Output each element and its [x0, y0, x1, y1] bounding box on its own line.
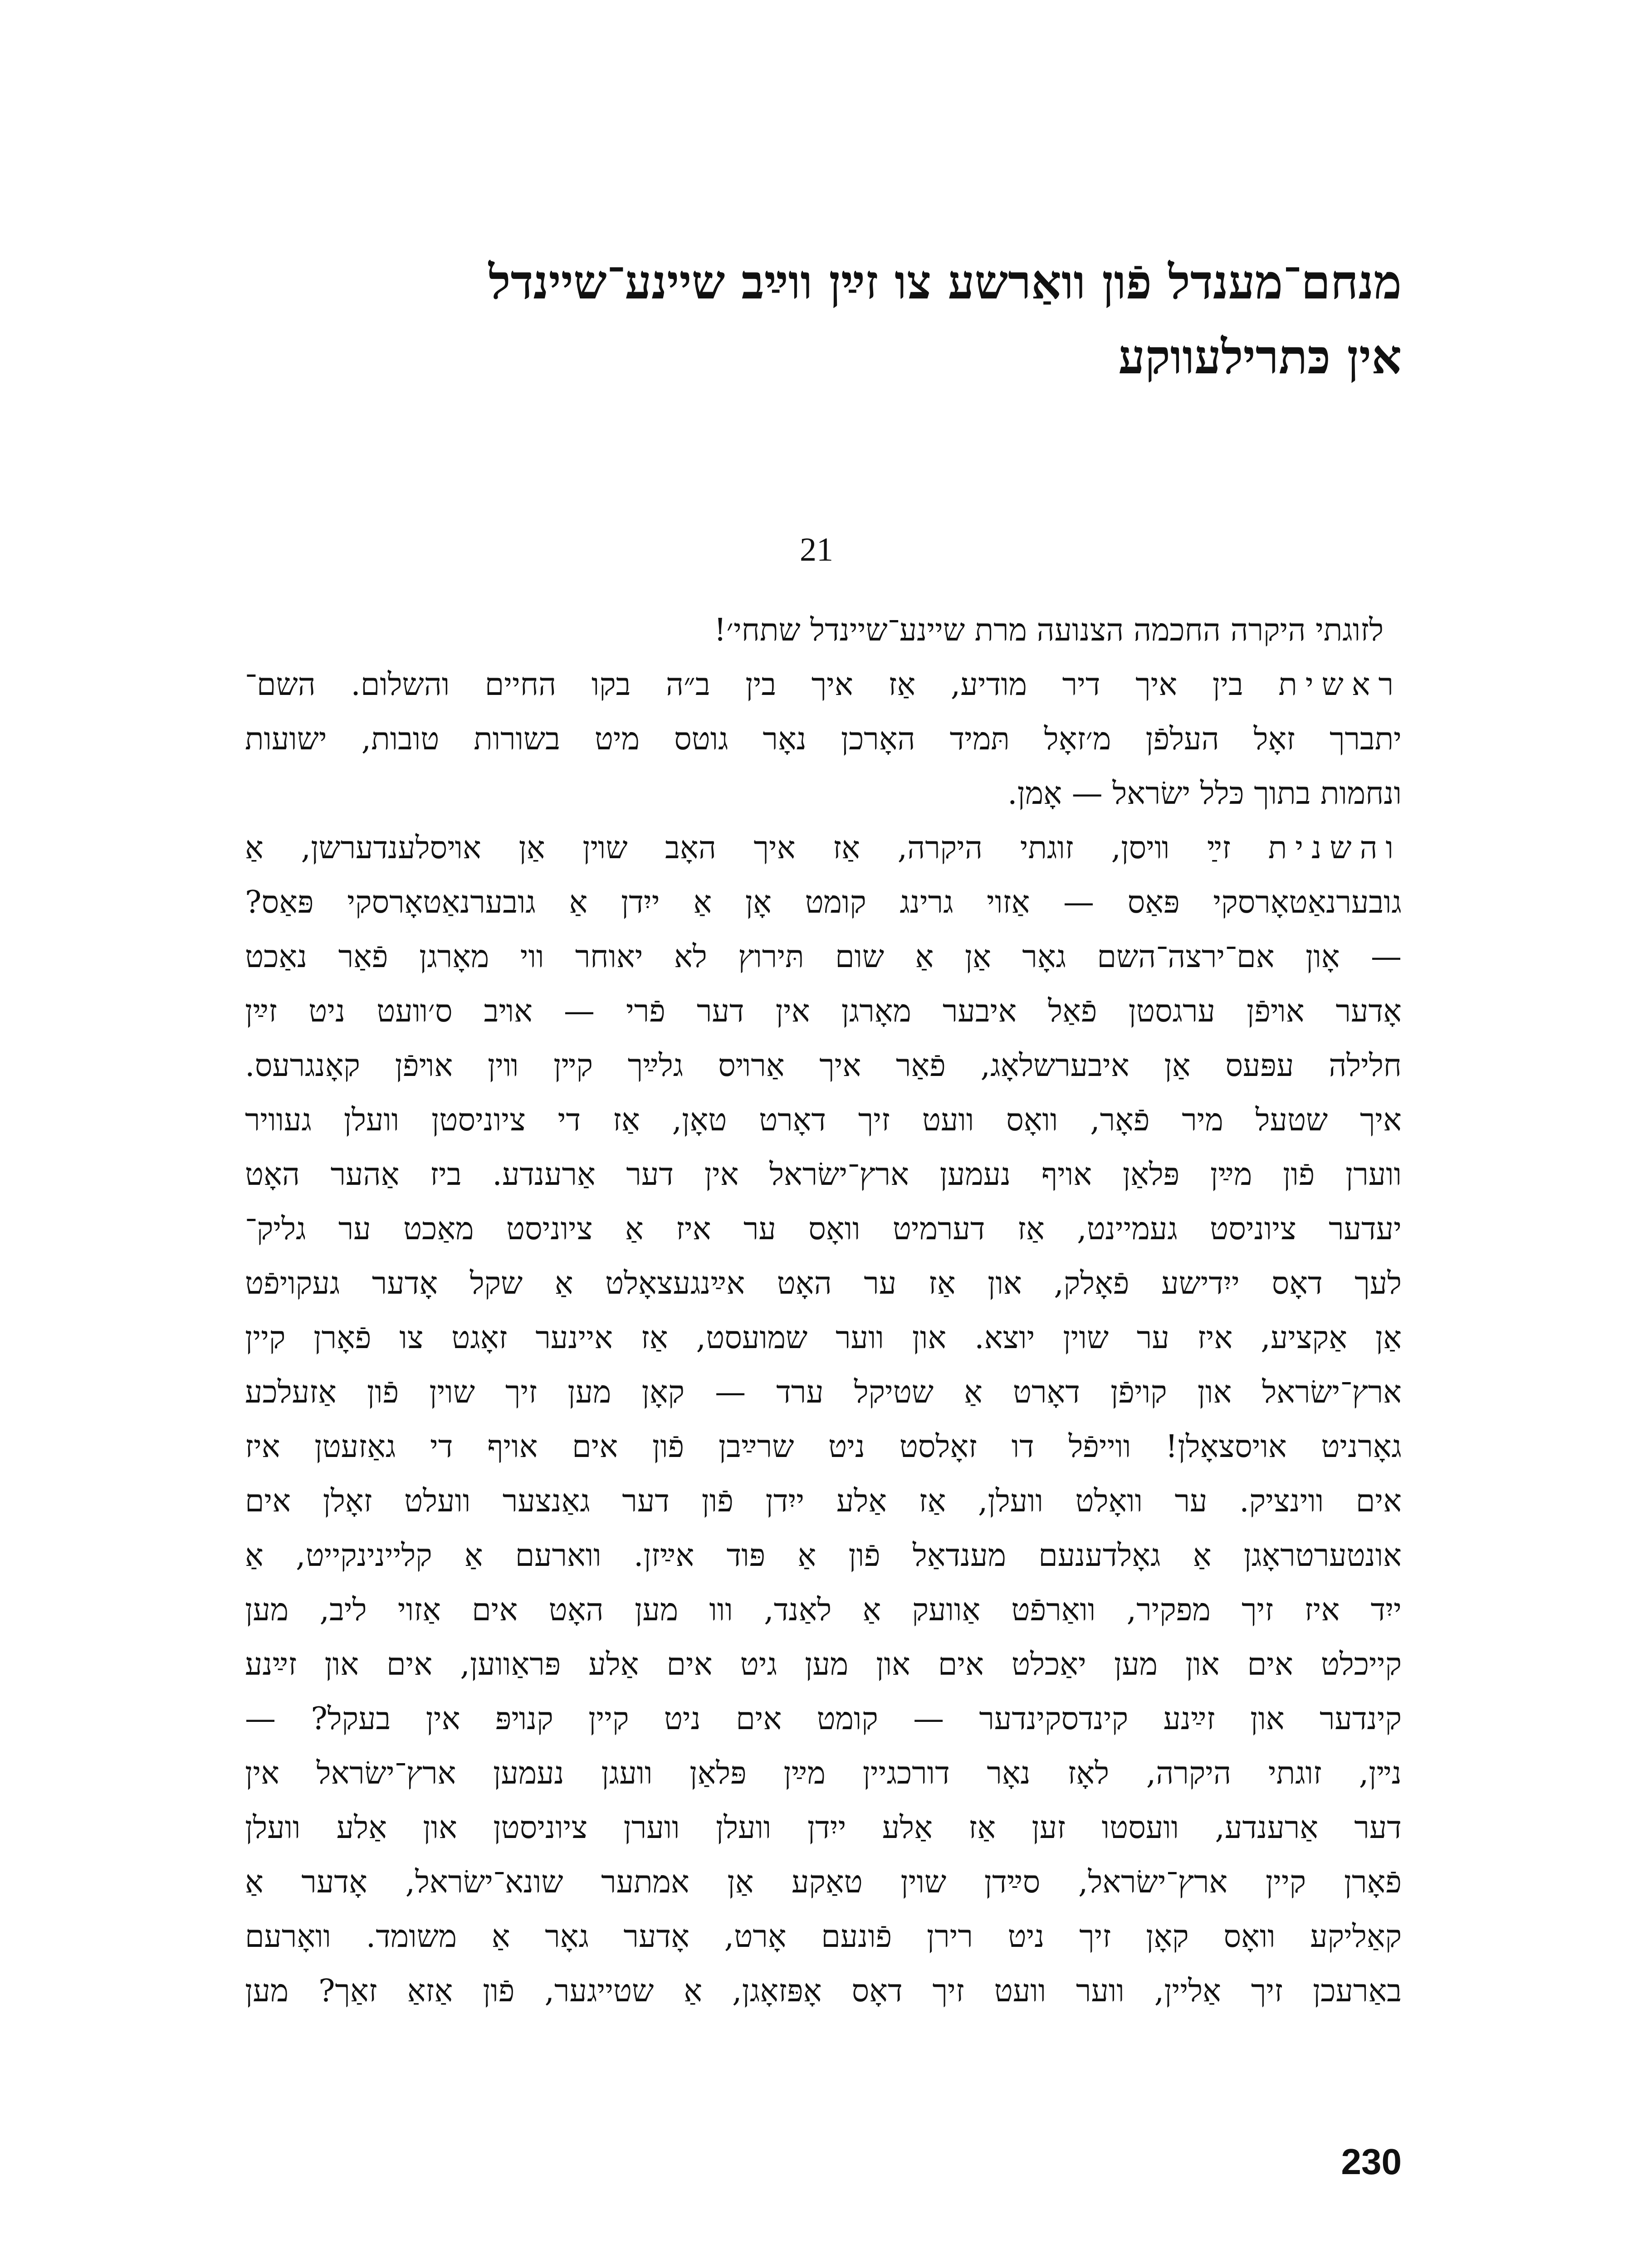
paragraph-2-line-1-text: זײַ װיסן, זוגתי היקרה, אַז איך האָב שױן אַן אױסלענדערשן, אַ	[245, 830, 1231, 866]
paragraph-2-line-11: ארץ־ישׂראל און קויפֿן דאָרט אַ שטיקל ערד — קאָן מען זיך שוין פֿון אַזעלכע	[245, 1374, 1402, 1410]
paragraph-2-line-15: ייִד איז זיך מפקיר, וואַרפֿט אַוועק אַ לאַנד, ווו מען האָט אים אַזוי ליב, מען	[245, 1592, 1402, 1628]
page-title: מנחם־מענדל פֿון וואַרשע צו זײַן ווײַב שיינע־שיינדל	[488, 254, 1402, 310]
paragraph-2-line-17: קינדער און זײַנע קינדסקינדער — קומט אים ניט קיין קנױפּ אין בעקל? —	[245, 1701, 1402, 1737]
paragraph-2-line-8: יעדער ציוניסט געמיינט, אַז דערמיט וואָס ער איז אַ ציוניסט מאַכט ער גליק־	[245, 1211, 1402, 1247]
paragraph-1-lead-word: ראשית	[1278, 667, 1402, 703]
paragraph-2-line-9: לעך דאָס ייִדישע פֿאָלק, און אַז ער האָט אײַנגעצאָלט אַ שקל אָדער געקויפֿט	[245, 1266, 1402, 1301]
paragraph-2-lead-word: והשנית	[1268, 830, 1402, 866]
paragraph-2-line-5: חלילה עפּעס אַן איבערשלאָג, פֿאַר איך אַרױס גלײַך קײן װין אױפֿן קאָנגרעס.	[245, 1048, 1402, 1084]
paragraph-1-line-2: יתברך זאָל העלפֿן מ׳זאָל תּמיד האָרכן נאָר גוטס מיט בשורות טובות, ישועות	[245, 721, 1402, 757]
paragraph-1-line-3: ונחמות בתוך כּלל ישׂראל — אָמן.	[1007, 776, 1402, 811]
paragraph-1-line-1-text: בין איך דיר מודיע, אַז איך בין ב״ה בקו החיים והשלום. השם־	[245, 667, 1243, 703]
paragraph-2-line-14: אונטערטראָגן אַ גאָלדענעם מענדאַל פֿון אַ פּוד אײַזן. ווארעם אַ קליינינקייט, אַ	[245, 1538, 1402, 1574]
paragraph-2-line-2: גובערנאַטאָרסקי פּאַס — אַזוי גרינג קומט אָן אַ ייִדן אַ גובערנאַטאָרסקי פּאַס?	[245, 885, 1402, 920]
paragraph-2-line-1	[245, 821, 1402, 875]
paragraph-2-line-22: באַרעכן זיך אַליין, ווער וועט זיך דאָס אָפּזאָגן, אַ שטייגער, פֿון אַזאַ זאַך? מען	[245, 1973, 1402, 2009]
chapter-number: 21	[800, 531, 833, 568]
paragraph-2-line-4: אָדער אױפֿן ערגסטן פֿאַל איבער מאָרגן אין דער פֿרי — אױב ס׳װעט ניט זײַן	[245, 993, 1402, 1029]
paragraph-2-line-7: ווערן פֿון מײַן פּלאַן אויף נעמען ארץ־ישׂראל אין דער אַרענדע. ביז אַהער האָט	[245, 1157, 1402, 1193]
paragraph-2-line-3: — אָון אם־ירצה־השם גאָר אַן אַ שום תּירוץ לא יאוחר ווי מאָרגן פֿאַר נאַכט	[245, 939, 1402, 975]
paragraph-1-line-1	[245, 658, 1402, 712]
paragraph-2-line-12: גאָרניט אויסצאָלן! ווייפֿל דו זאָלסט ניט שרײַבן פֿון אים אויף די גאַזעטן איז	[245, 1429, 1402, 1465]
paragraph-2-line-16: קייכלט אים און מען יאַכלט אים און מען גיט אים אַלע פּראַווען, אים און זײַנע	[245, 1647, 1402, 1682]
paragraph-2-line-13: אים ווינציק. ער וואָלט וועלן, אַז אַלע ייִדן פֿון דער גאַנצער וועלט זאָלן אים	[245, 1483, 1402, 1519]
letter-body	[245, 603, 1402, 2019]
page-number: 230	[1341, 2141, 1402, 2182]
page-subtitle: אין כּתרילעווקע	[1118, 329, 1402, 385]
paragraph-2-line-20: פֿאָרן קיין ארץ־ישׂראל, סײַדן שוין טאַקע אַן אמתער שונא־ישׂראל, אָדער אַ	[245, 1864, 1402, 1900]
paragraph-2-line-21: קאַליקע וואָס קאָן זיך ניט רירן פֿונעם אָרט, אָדער גאָר אַ משומד. וואָרעם	[245, 1919, 1402, 1955]
paragraph-2-line-19: דער אַרענדע, וועסטו זען אַז אַלע ייִדן וועלן ווערן ציוניסטן און אַלע וועלן	[245, 1810, 1402, 1846]
paragraph-2-line-18: נײן, זוגתי היקרה, לאָז נאָר דורכגיין מײַן פּלאַן וועגן נעמען ארץ־ישׂראל אין	[245, 1755, 1402, 1791]
salutation: לזוגתי היקרה החכמה הצנועה מרת שיינע־שיינדל שתחי׳!	[714, 612, 1384, 648]
paragraph-2-line-6: איך שטעל מיר פֿאָר, וואָס וועט זיך דאָרט טאָן, אַז די ציוניסטן וועלן געוויר	[245, 1102, 1402, 1138]
paragraph-2-line-10: אַן אַקציע, איז ער שוין יוצא. און ווער שמועסט, אַז איינער זאָגט צו פֿאָרן קיין	[245, 1320, 1402, 1356]
